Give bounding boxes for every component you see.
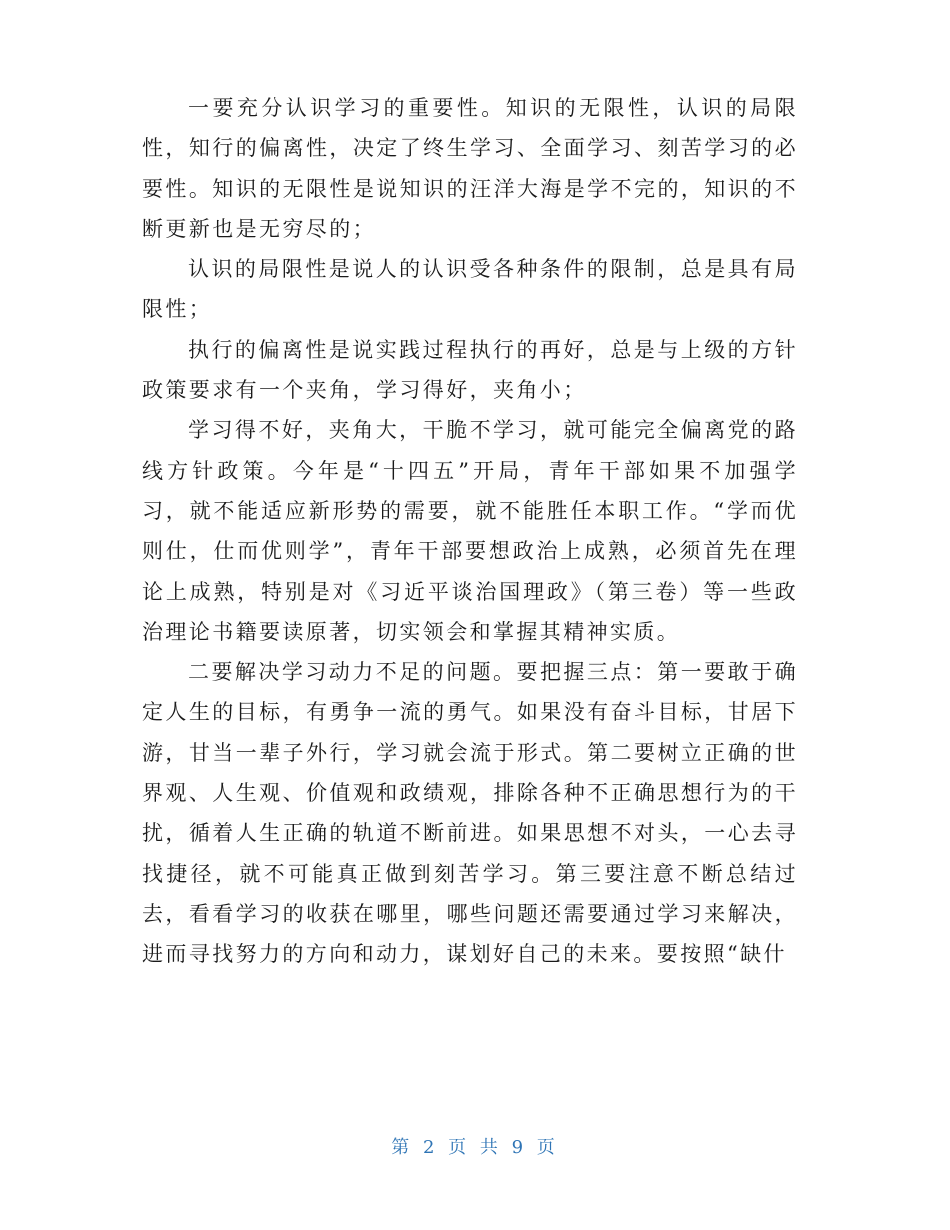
paragraph-5: 二要解决学习动力不足的问题。要把握三点：第一要敢于确定人生的目标，有勇争一流的勇气。如果没有奋斗目标，甘居下游，甘当一辈子外行，学习就会流于形式。第二要树立正确的世界观、人生观、价值观和政绩观，排除各种不正确思想行为的干扰，循着人生正确的轨道不断前进。如果思想不对头，一心去寻找捷径，就不可能真正做到刻苦学习。第三要注意不断总结过去，看看学习的收获在哪里，哪些问题还需要通过学习来解决，进而寻找努力的方向和动力，谋划好自己的未来。要按照“缺什 bbox=[142, 660, 798, 967]
paragraph-1: 一要充分认识学习的重要性。知识的无限性，认识的局限性，知行的偏离性，决定了终生学习、全面学习、刻苦学习的必要性。知识的无限性是说知识的汪洋大海是学不完的，知识的不断更新也是无穷尽的； bbox=[142, 96, 798, 241]
page-number-footer: 第 2 页 共 9 页 bbox=[391, 1137, 559, 1158]
paragraph-3: 执行的偏离性是说实践过程执行的再好，总是与上级的方针政策要求有一个夹角，学习得好，夹角小； bbox=[142, 337, 798, 403]
paragraph-4: 学习得不好，夹角大，干脆不学习，就可能完全偏离党的路线方针政策。今年是“十四五”开局，青年干部如果不加强学习，就不能适应新形势的需要，就不能胜任本职工作。“学而优则仕，仕而优则学”，青年干部要想政治上成熟，必须首先在理论上成熟，特别是对《习近平谈治国理政》（第三卷）等一些政治理论书籍要读原著，切实领会和掌握其精神实质。 bbox=[142, 418, 798, 644]
document-body bbox=[142, 88, 798, 975]
paragraph-2: 认识的局限性是说人的认识受各种条件的限制，总是具有局限性； bbox=[142, 257, 798, 322]
